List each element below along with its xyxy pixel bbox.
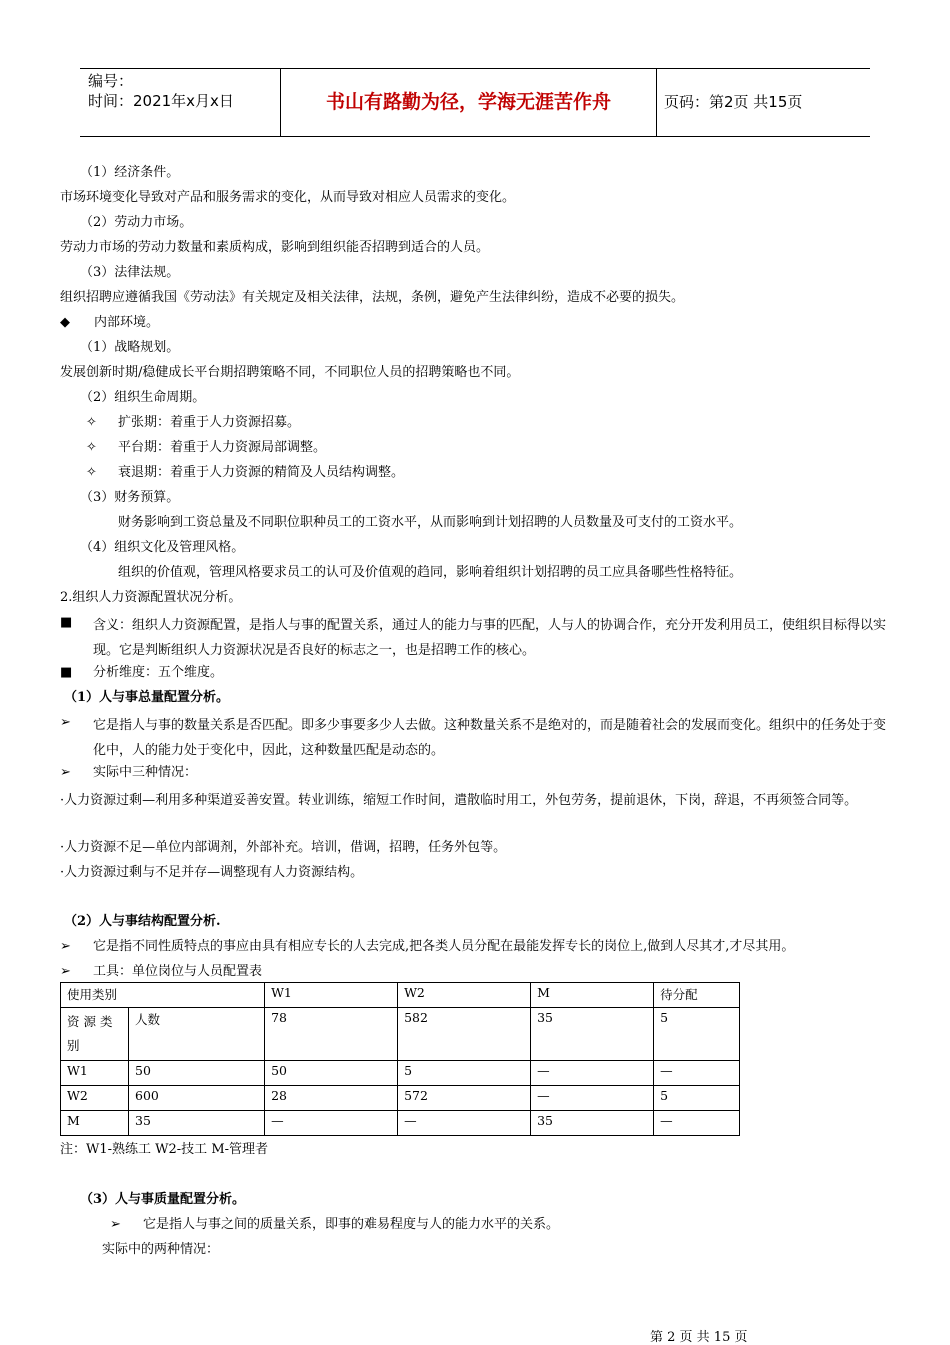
bullet-line [60, 764, 197, 782]
text-line: 市场环境变化导致对产品和服务需求的变化，从而导致对相应人员需求的变化。 [60, 190, 516, 205]
text-line: 含义：组织人力资源配置，是指人与事的配置关系，通过人的能力与事的匹配，人与人的协调合作，充分开发利用员工，使组织目标得以实现。它是判断组织人力资源状况是否良好的标志之一，也是招聘工作的核心。 [93, 618, 887, 658]
text-line: 实际中的两种情况： [102, 1242, 220, 1257]
arrow-icon: ➢ [110, 1217, 121, 1232]
table-cell: 582 [398, 1008, 531, 1061]
page-header [80, 68, 870, 137]
text-line: （1）经济条件。 [80, 165, 180, 180]
table-cell: 28 [265, 1086, 398, 1111]
text-line: 财务影响到工资总量及不同职位职种员工的工资水平，从而影响到计划招聘的人员数量及可支付的工资水平。 [118, 515, 743, 530]
text-line: 工具：单位岗位与人员配置表 [93, 964, 263, 979]
subsection-heading: （2）人与事结构配置分析. [64, 914, 221, 929]
arrow-icon: ➢ [60, 939, 71, 954]
bullet-line [60, 314, 159, 332]
table-cell: 使用类别 [61, 983, 265, 1008]
square-icon: ■ [60, 665, 73, 680]
table-cell: W2 [398, 983, 531, 1008]
bullet-line [60, 938, 794, 956]
table-row [61, 1086, 740, 1111]
text-line: 内部环境。 [94, 315, 160, 330]
table-cell: 78 [265, 1008, 398, 1061]
staffing-table [60, 982, 740, 1136]
table-row [61, 983, 740, 1008]
table-cell: — [654, 1061, 740, 1086]
text-line: ·人力资源不足—单位内部调剂，外部补充。培训，借调，招聘，任务外包等。 [60, 840, 507, 855]
star-icon: ✧ [86, 440, 97, 455]
text-line: 它是指人与事的数量关系是否匹配。即多少事要多少人去做。这种数量关系不是绝对的，而是随着社会的发展而变化。组织中的任务处于变化中，人的能力处于变化中，因此，这种数量匹配是动态的。 [93, 718, 887, 758]
bullet-line [60, 963, 262, 981]
bullet-line [86, 464, 404, 482]
bullet-line [86, 439, 326, 457]
table-cell: 35 [531, 1008, 654, 1061]
table-cell: 资 源 类 别 [61, 1008, 129, 1061]
header-meta [80, 69, 280, 136]
table-cell: M [61, 1111, 129, 1136]
text-line: （2）组织生命周期。 [80, 390, 206, 405]
text-line: ·人力资源过剩—利用多种渠道妥善安置。转业训练，缩短工作时间，遣散临时用工，外包劳务，提前退休，下岗，辞退，不再须签合同等。 [60, 793, 858, 808]
square-icon: ■ [60, 615, 73, 630]
table-cell: 35 [531, 1111, 654, 1136]
text-line: 衰退期：着重于人力资源的精简及人员结构调整。 [118, 465, 405, 480]
table-cell: 5 [398, 1061, 531, 1086]
arrow-icon: ➢ [60, 765, 71, 780]
table-cell: 5 [654, 1086, 740, 1111]
text-line: ·人力资源过剩与不足并存—调整现有人力资源结构。 [60, 865, 364, 880]
table-cell: — [531, 1061, 654, 1086]
table-cell: M [531, 983, 654, 1008]
star-icon: ✧ [86, 415, 97, 430]
text-line: （2）劳动力市场。 [80, 215, 193, 230]
date-label: 时间：2021年x月x日 [88, 92, 234, 110]
table-cell: W1 [61, 1061, 129, 1086]
text-line: 扩张期：着重于人力资源招募。 [118, 415, 301, 430]
table-cell: 600 [129, 1086, 265, 1111]
text-line: 平台期：着重于人力资源局部调整。 [118, 440, 327, 455]
bullet-line [60, 664, 223, 682]
bullet-line [86, 414, 300, 432]
page-footer: 第 2 页 共 15 页 [650, 1330, 748, 1345]
table-note: 注：W1-熟练工 W2-技工 M-管理者 [60, 1142, 269, 1157]
text-line: 它是指不同性质特点的事应由具有相应专长的人去完成,把各类人员分配在最能发挥专长的岗位上,做到人尽其才,才尽其用。 [93, 939, 795, 954]
table-row [61, 1061, 740, 1086]
table-cell: — [265, 1111, 398, 1136]
table-cell: 50 [129, 1061, 265, 1086]
table-cell: 50 [265, 1061, 398, 1086]
table-cell: 人数 [129, 1008, 265, 1061]
table-cell: W2 [61, 1086, 129, 1111]
text-line: （1）战略规划。 [80, 340, 180, 355]
page-label: 页码：第2页 共15页 [664, 93, 803, 111]
motto: 书山有路勤为径，学海无涯苦作舟 [280, 69, 657, 136]
diamond-icon: ◆ [60, 315, 70, 330]
arrow-icon: ➢ [60, 715, 71, 730]
text-line: 劳动力市场的劳动力数量和素质构成，影响到组织能否招聘到适合的人员。 [60, 240, 490, 255]
table-cell: 572 [398, 1086, 531, 1111]
bullet-line [110, 1216, 559, 1234]
table-cell: 5 [654, 1008, 740, 1061]
table-cell: — [654, 1111, 740, 1136]
text-line: （3）法律法规。 [80, 265, 180, 280]
table-row [61, 1008, 740, 1061]
text-line: 它是指人与事之间的质量关系，即事的难易程度与人的能力水平的关系。 [143, 1217, 560, 1232]
table-cell: W1 [265, 983, 398, 1008]
table-cell: — [398, 1111, 531, 1136]
text-line: 组织招聘应遵循我国《劳动法》有关规定及相关法律，法规，条例，避免产生法律纠纷，造成不必要的损失。 [60, 290, 685, 305]
section-heading: 2.组织人力资源配置状况分析。 [60, 590, 242, 605]
text-line: （4）组织文化及管理风格。 [80, 540, 245, 555]
number-label: 编号： [88, 72, 134, 90]
star-icon: ✧ [86, 465, 97, 480]
text-line: 组织的价值观，管理风格要求员工的认可及价值观的趋同，影响着组织计划招聘的员工应具备哪些性格特征。 [118, 565, 743, 580]
table-cell: 35 [129, 1111, 265, 1136]
arrow-icon: ➢ [60, 964, 71, 979]
table-cell: — [531, 1086, 654, 1111]
subsection-heading: （1）人与事总量配置分析。 [64, 690, 230, 705]
text-line: 分析维度：五个维度。 [93, 665, 224, 680]
table-row [61, 1111, 740, 1136]
subsection-heading: （3）人与事质量配置分析。 [80, 1192, 246, 1207]
text-line: （3）财务预算。 [80, 490, 180, 505]
text-line: 发展创新时期/稳健成长平台期招聘策略不同，不同职位人员的招聘策略也不同。 [60, 365, 520, 380]
table-cell: 待分配 [654, 983, 740, 1008]
text-line: 实际中三种情况： [93, 765, 198, 780]
